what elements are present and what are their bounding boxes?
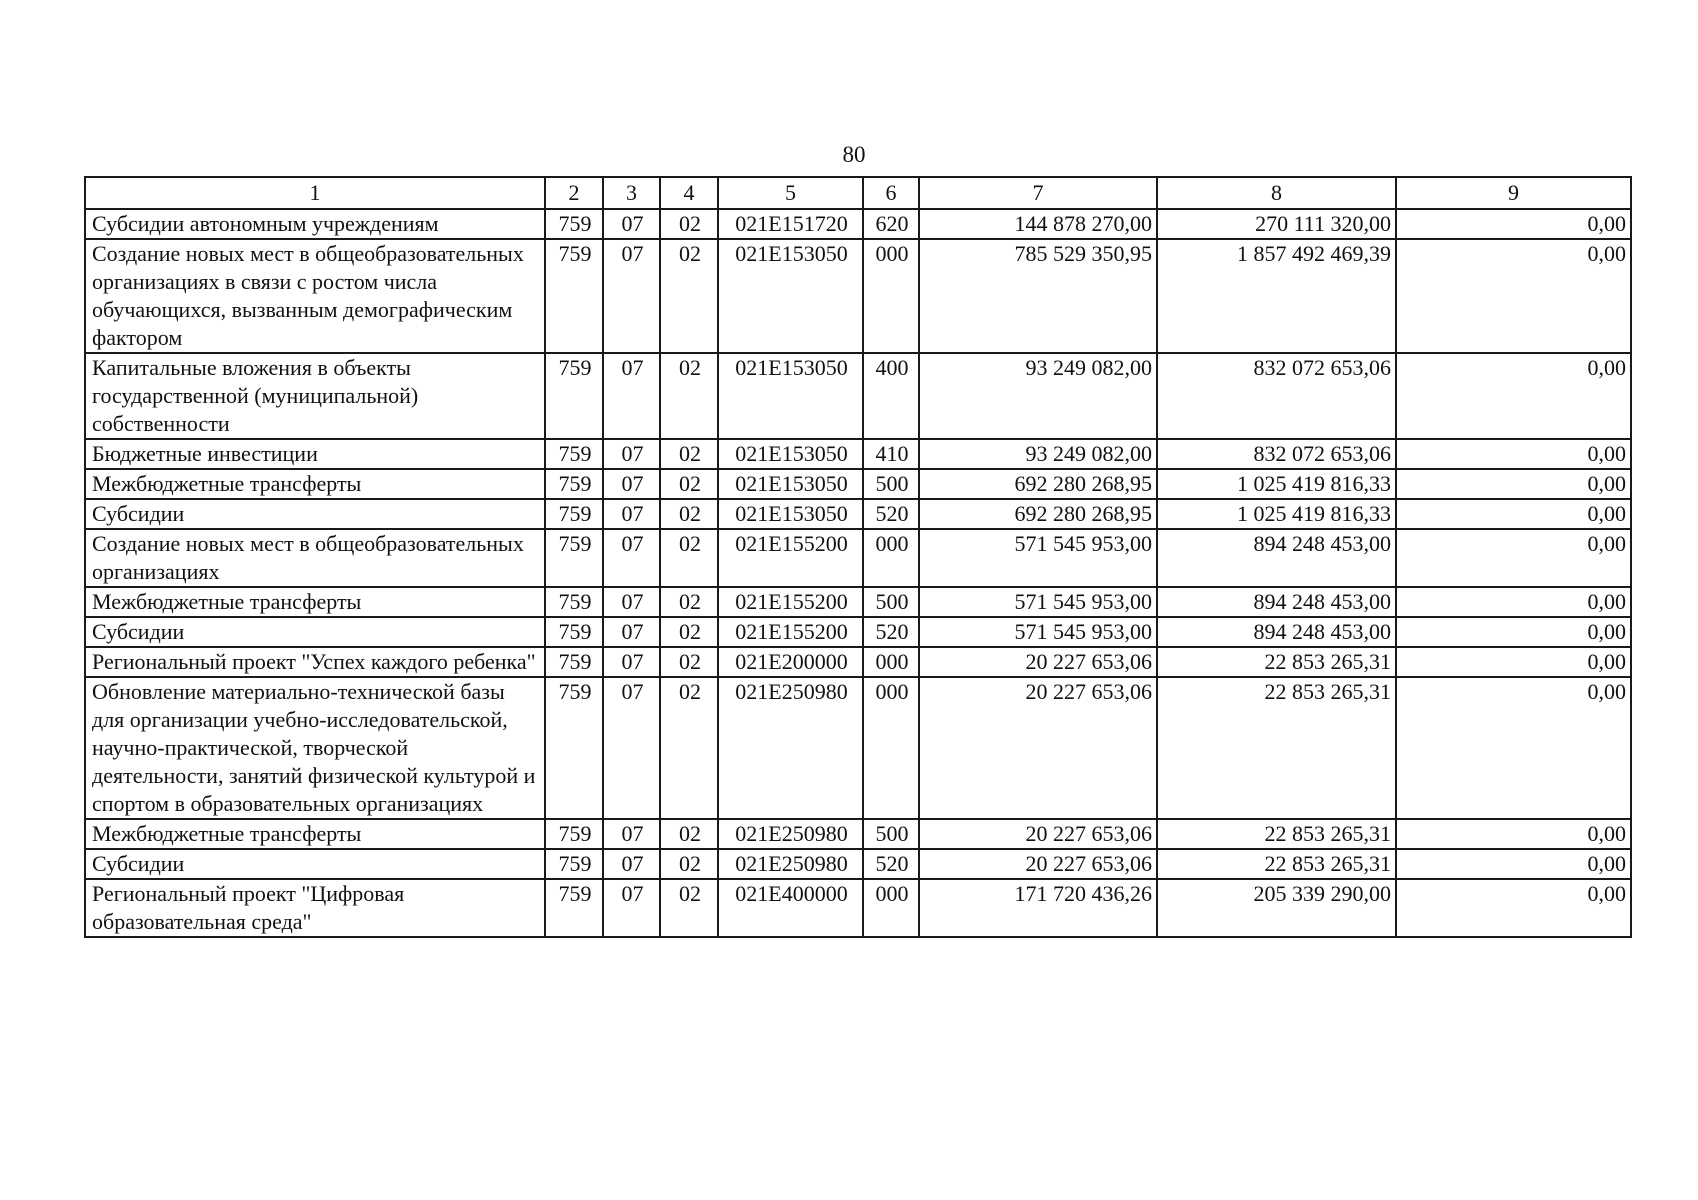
target-article-cell: 021E250980 xyxy=(718,819,863,849)
section-code-cell: 07 xyxy=(603,439,660,469)
budget-table xyxy=(84,176,1632,938)
section-code-cell: 07 xyxy=(603,617,660,647)
row-name-cell: Создание новых мест в общеобразовательных организациях в связи с ростом числа обучающихся, вызванным демографическим фактором xyxy=(85,239,545,353)
column-header: 9 xyxy=(1396,177,1631,209)
target-article-cell: 021E155200 xyxy=(718,587,863,617)
section-code-cell: 07 xyxy=(603,239,660,353)
amount-col9-cell: 0,00 xyxy=(1396,209,1631,239)
row-name-cell: Капитальные вложения в объекты государственной (муниципальной) собственности xyxy=(85,353,545,439)
subsection-code-cell: 02 xyxy=(660,819,718,849)
column-header: 8 xyxy=(1157,177,1396,209)
amount-col9-cell: 0,00 xyxy=(1396,819,1631,849)
subsection-code-cell: 02 xyxy=(660,529,718,587)
target-article-cell: 021E153050 xyxy=(718,499,863,529)
expense-type-cell: 000 xyxy=(863,879,919,937)
section-code-cell: 07 xyxy=(603,849,660,879)
amount-col7-cell: 571 545 953,00 xyxy=(919,617,1157,647)
table-row xyxy=(85,677,1631,819)
amount-col7-cell: 692 280 268,95 xyxy=(919,469,1157,499)
admin-code-cell: 759 xyxy=(545,849,603,879)
table-row xyxy=(85,647,1631,677)
section-code-cell: 07 xyxy=(603,587,660,617)
table-body xyxy=(85,209,1631,937)
admin-code-cell: 759 xyxy=(545,879,603,937)
column-header: 4 xyxy=(660,177,718,209)
page-number: 80 xyxy=(842,142,866,167)
admin-code-cell: 759 xyxy=(545,617,603,647)
header-row xyxy=(85,177,1631,209)
expense-type-cell: 000 xyxy=(863,677,919,819)
target-article-cell: 021E155200 xyxy=(718,529,863,587)
table-row xyxy=(85,849,1631,879)
subsection-code-cell: 02 xyxy=(660,647,718,677)
section-code-cell: 07 xyxy=(603,647,660,677)
amount-col8-cell: 22 853 265,31 xyxy=(1157,677,1396,819)
amount-col8-cell: 270 111 320,00 xyxy=(1157,209,1396,239)
row-name-cell: Субсидии автономным учреждениям xyxy=(85,209,545,239)
amount-col8-cell: 1 857 492 469,39 xyxy=(1157,239,1396,353)
table-row xyxy=(85,819,1631,849)
admin-code-cell: 759 xyxy=(545,209,603,239)
amount-col7-cell: 571 545 953,00 xyxy=(919,587,1157,617)
amount-col9-cell: 0,00 xyxy=(1396,879,1631,937)
admin-code-cell: 759 xyxy=(545,499,603,529)
amount-col7-cell: 93 249 082,00 xyxy=(919,353,1157,439)
table-row xyxy=(85,499,1631,529)
amount-col7-cell: 93 249 082,00 xyxy=(919,439,1157,469)
table-row xyxy=(85,879,1631,937)
amount-col7-cell: 20 227 653,06 xyxy=(919,849,1157,879)
table-row xyxy=(85,353,1631,439)
amount-col8-cell: 22 853 265,31 xyxy=(1157,647,1396,677)
table-row xyxy=(85,617,1631,647)
amount-col8-cell: 894 248 453,00 xyxy=(1157,587,1396,617)
amount-col8-cell: 22 853 265,31 xyxy=(1157,849,1396,879)
target-article-cell: 021E153050 xyxy=(718,239,863,353)
table-row xyxy=(85,469,1631,499)
amount-col9-cell: 0,00 xyxy=(1396,499,1631,529)
amount-col8-cell: 894 248 453,00 xyxy=(1157,529,1396,587)
row-name-cell: Субсидии xyxy=(85,849,545,879)
admin-code-cell: 759 xyxy=(545,239,603,353)
subsection-code-cell: 02 xyxy=(660,617,718,647)
table-row xyxy=(85,239,1631,353)
row-name-cell: Межбюджетные трансферты xyxy=(85,819,545,849)
section-code-cell: 07 xyxy=(603,499,660,529)
subsection-code-cell: 02 xyxy=(660,849,718,879)
amount-col8-cell: 22 853 265,31 xyxy=(1157,819,1396,849)
expense-type-cell: 620 xyxy=(863,209,919,239)
column-header: 1 xyxy=(85,177,545,209)
subsection-code-cell: 02 xyxy=(660,879,718,937)
row-name-cell: Субсидии xyxy=(85,499,545,529)
subsection-code-cell: 02 xyxy=(660,209,718,239)
column-header: 6 xyxy=(863,177,919,209)
column-header: 5 xyxy=(718,177,863,209)
row-name-cell: Бюджетные инвестиции xyxy=(85,439,545,469)
expense-type-cell: 500 xyxy=(863,469,919,499)
row-name-cell: Создание новых мест в общеобразовательных организациях xyxy=(85,529,545,587)
row-name-cell: Субсидии xyxy=(85,617,545,647)
amount-col7-cell: 692 280 268,95 xyxy=(919,499,1157,529)
expense-type-cell: 400 xyxy=(863,353,919,439)
target-article-cell: 021E400000 xyxy=(718,879,863,937)
table-row xyxy=(85,587,1631,617)
table-row xyxy=(85,439,1631,469)
target-article-cell: 021E153050 xyxy=(718,439,863,469)
expense-type-cell: 410 xyxy=(863,439,919,469)
target-article-cell: 021E155200 xyxy=(718,617,863,647)
amount-col7-cell: 20 227 653,06 xyxy=(919,647,1157,677)
amount-col8-cell: 205 339 290,00 xyxy=(1157,879,1396,937)
target-article-cell: 021E250980 xyxy=(718,677,863,819)
expense-type-cell: 000 xyxy=(863,239,919,353)
section-code-cell: 07 xyxy=(603,469,660,499)
section-code-cell: 07 xyxy=(603,209,660,239)
amount-col7-cell: 20 227 653,06 xyxy=(919,819,1157,849)
expense-type-cell: 500 xyxy=(863,819,919,849)
admin-code-cell: 759 xyxy=(545,353,603,439)
amount-col7-cell: 20 227 653,06 xyxy=(919,677,1157,819)
admin-code-cell: 759 xyxy=(545,647,603,677)
target-article-cell: 021E153050 xyxy=(718,353,863,439)
amount-col7-cell: 571 545 953,00 xyxy=(919,529,1157,587)
target-article-cell: 021E153050 xyxy=(718,469,863,499)
amount-col9-cell: 0,00 xyxy=(1396,239,1631,353)
expense-type-cell: 000 xyxy=(863,529,919,587)
amount-col8-cell: 894 248 453,00 xyxy=(1157,617,1396,647)
amount-col9-cell: 0,00 xyxy=(1396,587,1631,617)
amount-col9-cell: 0,00 xyxy=(1396,439,1631,469)
expense-type-cell: 520 xyxy=(863,849,919,879)
row-name-cell: Межбюджетные трансферты xyxy=(85,469,545,499)
admin-code-cell: 759 xyxy=(545,677,603,819)
section-code-cell: 07 xyxy=(603,879,660,937)
subsection-code-cell: 02 xyxy=(660,439,718,469)
table-row xyxy=(85,209,1631,239)
table-row xyxy=(85,529,1631,587)
subsection-code-cell: 02 xyxy=(660,239,718,353)
amount-col8-cell: 1 025 419 816,33 xyxy=(1157,499,1396,529)
admin-code-cell: 759 xyxy=(545,439,603,469)
admin-code-cell: 759 xyxy=(545,529,603,587)
amount-col8-cell: 832 072 653,06 xyxy=(1157,353,1396,439)
row-name-cell: Обновление материально-технической базы для организации учебно-исследовательской, научно-практической, творческой деятельности, занятий физической культурой и спортом в образовательных организациях xyxy=(85,677,545,819)
target-article-cell: 021E151720 xyxy=(718,209,863,239)
amount-col7-cell: 144 878 270,00 xyxy=(919,209,1157,239)
target-article-cell: 021E200000 xyxy=(718,647,863,677)
amount-col9-cell: 0,00 xyxy=(1396,469,1631,499)
admin-code-cell: 759 xyxy=(545,469,603,499)
admin-code-cell: 759 xyxy=(545,587,603,617)
subsection-code-cell: 02 xyxy=(660,499,718,529)
amount-col9-cell: 0,00 xyxy=(1396,617,1631,647)
amount-col7-cell: 785 529 350,95 xyxy=(919,239,1157,353)
amount-col9-cell: 0,00 xyxy=(1396,849,1631,879)
expense-type-cell: 000 xyxy=(863,647,919,677)
amount-col9-cell: 0,00 xyxy=(1396,647,1631,677)
amount-col8-cell: 832 072 653,06 xyxy=(1157,439,1396,469)
amount-col8-cell: 1 025 419 816,33 xyxy=(1157,469,1396,499)
amount-col9-cell: 0,00 xyxy=(1396,677,1631,819)
amount-col9-cell: 0,00 xyxy=(1396,353,1631,439)
section-code-cell: 07 xyxy=(603,353,660,439)
amount-col7-cell: 171 720 436,26 xyxy=(919,879,1157,937)
column-header: 7 xyxy=(919,177,1157,209)
column-header: 2 xyxy=(545,177,603,209)
subsection-code-cell: 02 xyxy=(660,587,718,617)
expense-type-cell: 500 xyxy=(863,587,919,617)
subsection-code-cell: 02 xyxy=(660,469,718,499)
section-code-cell: 07 xyxy=(603,677,660,819)
subsection-code-cell: 02 xyxy=(660,677,718,819)
expense-type-cell: 520 xyxy=(863,499,919,529)
expense-type-cell: 520 xyxy=(863,617,919,647)
column-header: 3 xyxy=(603,177,660,209)
admin-code-cell: 759 xyxy=(545,819,603,849)
section-code-cell: 07 xyxy=(603,819,660,849)
target-article-cell: 021E250980 xyxy=(718,849,863,879)
amount-col9-cell: 0,00 xyxy=(1396,529,1631,587)
section-code-cell: 07 xyxy=(603,529,660,587)
row-name-cell: Региональный проект "Цифровая образовательная среда" xyxy=(85,879,545,937)
subsection-code-cell: 02 xyxy=(660,353,718,439)
row-name-cell: Региональный проект "Успех каждого ребенка" xyxy=(85,647,545,677)
row-name-cell: Межбюджетные трансферты xyxy=(85,587,545,617)
